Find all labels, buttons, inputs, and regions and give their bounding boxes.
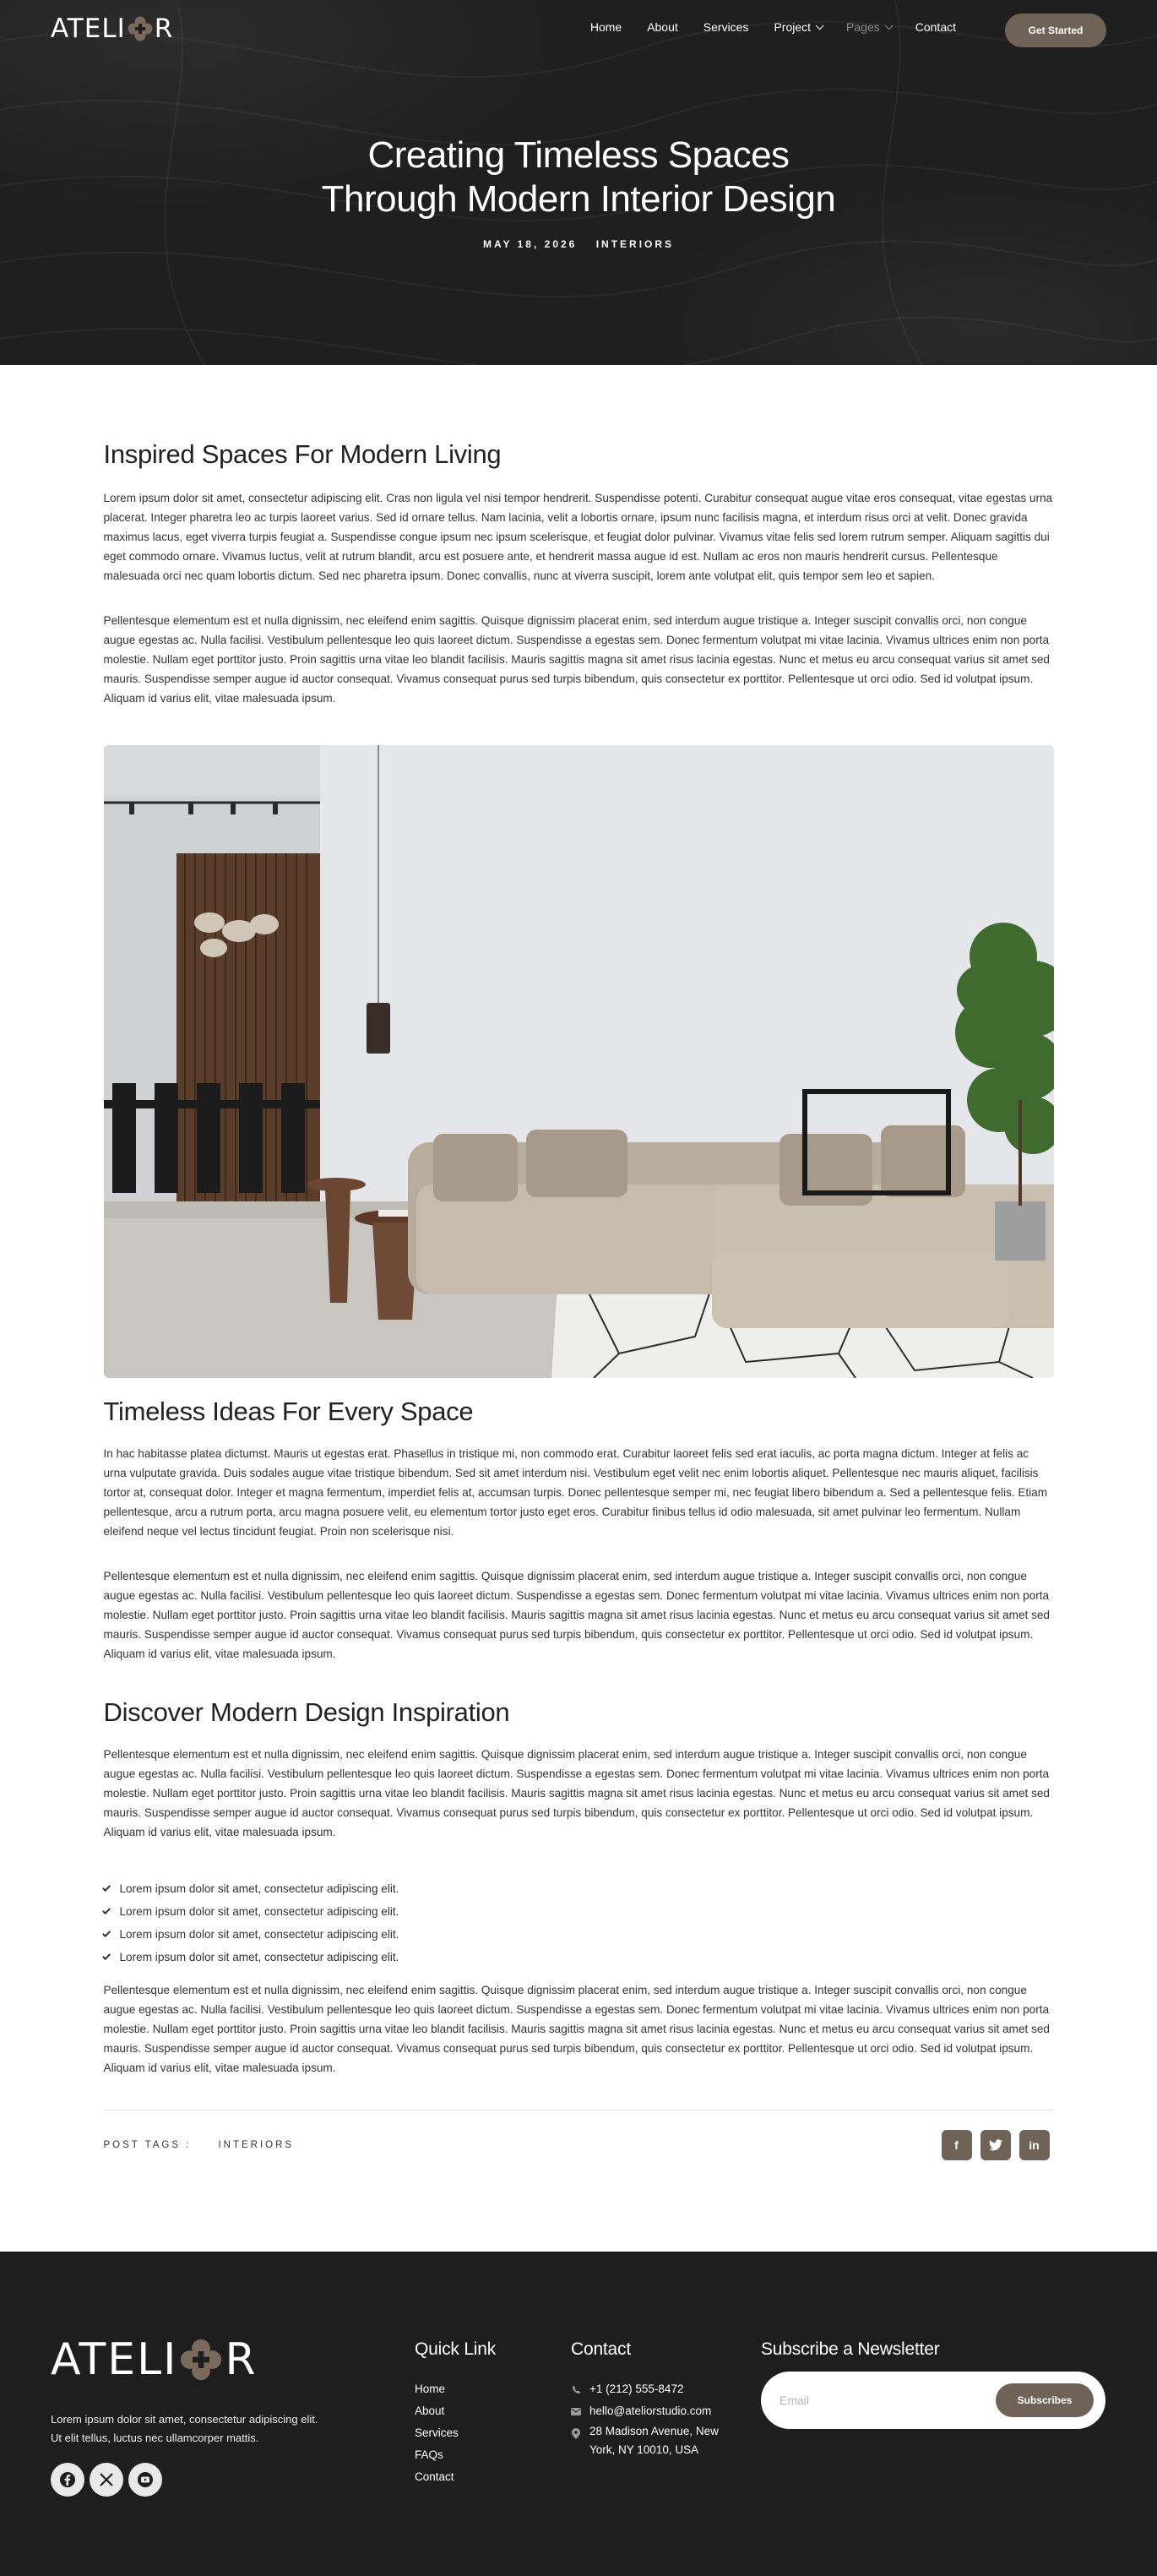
share-twitter-button[interactable]	[980, 2130, 1011, 2160]
footer-about-text: Lorem ipsum dolor sit amet, consectetur adipiscing elit. Ut elit tellus, luctus nec ullamcorper mattis.	[51, 2413, 318, 2444]
list-item-text: Lorem ipsum dolor sit amet, consectetur adipiscing elit.	[119, 1951, 399, 1963]
footer-social-links	[51, 2463, 162, 2497]
post-tags-label: POST TAGS :	[103, 2139, 192, 2150]
chevron-down-icon	[816, 21, 824, 30]
check-icon	[102, 1929, 111, 1937]
nav-item-project[interactable]	[774, 20, 821, 34]
share-linkedin-button[interactable]	[1019, 2130, 1050, 2160]
site-footer	[0, 2252, 1157, 2576]
paragraph-2: Pellentesque elementum est et nulla dignissim, nec eleifend enim sagittis. Quisque dignissim placerat enim, sed interdum augue tristique a. Integer suscipit convallis orci, non congue augue egestas ac. Nulla facilisi. Vestibulum pellentesque leo quis laoreet dictum. Suspendisse a egestas sem. Donec fermentum volutpat mi vitae lacinia. Vivamus ultrices enim non porta molestie. Nullam eget porttitor justo. Proin sagittis urna vitae leo blandit facilisis. Mauris sagittis magna sit amet risus lacinia egestas. Nunc et metus eu arcu consequat varius sit amet sed mauris. Suspendisse semper augue id auctor consequat. Vivamus consequat purus sed turpis bibendum, quis consectetur ex porttitor. Pellentesque ut orci odio. Sed id volutpat ipsum. Aliquam id varius elit, vitae malesuada ipsum.	[103, 614, 1050, 705]
contact-email-text: hello@ateliorstudio.com	[589, 2404, 712, 2417]
contact-phone[interactable]	[571, 2378, 719, 2400]
post-category[interactable]: INTERIORS	[595, 238, 675, 250]
list-item-text: Lorem ipsum dolor sit amet, consectetur adipiscing elit.	[119, 1882, 399, 1895]
logo-text-left: ATELI	[51, 14, 126, 44]
youtube-icon	[137, 2471, 154, 2488]
site-logo[interactable]	[51, 12, 173, 46]
mail-icon	[571, 2400, 581, 2422]
x-icon	[99, 2472, 114, 2487]
share-facebook-button[interactable]	[942, 2130, 972, 2160]
linkedin-icon: in	[1029, 2138, 1040, 2152]
check-icon	[102, 1952, 111, 1960]
list-item	[104, 1900, 1054, 1923]
check-icon	[102, 1906, 111, 1914]
nav-item-pages[interactable]	[846, 20, 890, 34]
newsletter-email-input[interactable]	[779, 2387, 965, 2414]
contact-title: Contact	[571, 2339, 631, 2359]
page-title	[0, 133, 1157, 221]
nav-item-contact[interactable]: Contact	[915, 20, 956, 34]
main-nav	[0, 0, 1157, 59]
nav-item-pages-label: Pages	[846, 20, 880, 34]
list-item	[104, 1877, 1054, 1900]
section-heading-1: Inspired Spaces For Modern Living	[103, 439, 502, 469]
address-line2: York, NY 10010, USA	[589, 2443, 699, 2456]
get-started-button[interactable]: Get Started	[1005, 14, 1106, 47]
list-item	[104, 1946, 1054, 1969]
newsletter-title: Subscribe a Newsletter	[761, 2339, 940, 2359]
hero-header	[0, 0, 1157, 365]
paragraph-5: Pellentesque elementum est et nulla dignissim, nec eleifend enim sagittis. Quisque dignissim placerat enim, sed interdum augue tristique a. Integer suscipit convallis orci, non congue augue egestas ac. Nulla facilisi. Vestibulum pellentesque leo quis laoreet dictum. Suspendisse a egestas sem. Donec fermentum volutpat mi vitae lacinia. Vivamus ultrices enim non porta molestie. Nullam eget porttitor justo. Proin sagittis urna vitae leo blandit facilisis. Mauris sagittis magna sit amet risus lacinia egestas. Nunc et metus eu arcu consequat varius sit amet sed mauris. Suspendisse semper augue id auctor consequat. Vivamus consequat purus sed turpis bibendum, quis consectetur ex porttitor. Pellentesque ut orci odio. Sed id volutpat ipsum. Aliquam id varius elit, vitae malesuada ipsum.	[103, 1748, 1050, 1838]
contact-address	[571, 2422, 719, 2459]
page-title-line2: Through Modern Interior Design	[321, 178, 836, 220]
section-heading-3: Discover Modern Design Inspiration	[103, 1697, 510, 1727]
x-social-button[interactable]	[90, 2463, 123, 2497]
nav-menu	[565, 20, 956, 34]
twitter-icon	[989, 2139, 1002, 2151]
post-date: MAY 18, 2026	[482, 238, 578, 250]
checklist	[104, 1877, 1054, 1969]
facebook-icon: f	[954, 2138, 959, 2152]
list-item-text: Lorem ipsum dolor sit amet, consectetur adipiscing elit.	[119, 1905, 399, 1918]
paragraph-1: Lorem ipsum dolor sit amet, consectetur adipiscing elit. Cras non ligula vel nisi tempor hendrerit. Suspendisse potenti. Curabitur consequat augue vitae eros consequat, vitae egestas urna placerat. Integer pharetra leo ac turpis laoreet varius. Sed id ornare tellus. Nam lacinia, velit a lobortis ornare, ipsum nunc facilisis magna, et interdum risus orci at velit. Donec gravida maximus lacus, eget viverra turpis feugiat a. Suspendisse congue ipsum nec ipsum scelerisque, et feugiat dolor pulvinar. Vivamus vitae felis sed lorem rutrum semper. Aliquam sagittis dui eget commodo ornare. Vivamus luctus, velit at rutrum blandit, arcu est posuere ante, et hendrerit massa augue id est. Nullam ac eros non mauris hendrerit cursus. Pellentesque malesuada orci nec quam lobortis dictum. Sed nec pharetra ipsum. Donec convallis, nunc at viverra suscipit, lorem ante volutpat elit, quis tempor sem leo et sapien.	[103, 492, 1053, 582]
footer-logo[interactable]	[51, 2334, 258, 2385]
contact-email[interactable]	[571, 2400, 719, 2422]
nav-item-about[interactable]: About	[647, 20, 678, 34]
contact-info	[571, 2378, 719, 2459]
quick-links	[415, 2378, 459, 2488]
tag-interiors[interactable]: INTERIORS	[218, 2139, 295, 2150]
post-tags	[104, 2140, 295, 2150]
logo-flower-icon	[128, 16, 153, 41]
footer-link-faqs[interactable]: FAQs	[415, 2448, 443, 2461]
contact-address-text	[589, 2422, 719, 2459]
youtube-social-button[interactable]	[128, 2463, 162, 2497]
nav-item-home[interactable]: Home	[589, 20, 622, 34]
nav-item-project-label: Project	[774, 20, 812, 34]
quick-link-title: Quick Link	[415, 2339, 497, 2359]
footer-link-services[interactable]: Services	[415, 2426, 459, 2439]
chevron-down-icon	[884, 21, 893, 30]
section-heading-2: Timeless Ideas For Every Space	[103, 1397, 474, 1426]
footer-link-home[interactable]: Home	[415, 2383, 446, 2395]
facebook-icon	[59, 2471, 76, 2488]
logo-text-right: R	[154, 14, 174, 44]
contact-phone-text: +1 (212) 555-8472	[589, 2383, 684, 2395]
post-tags-row	[104, 2110, 1054, 2179]
location-pin-icon	[571, 2422, 581, 2444]
address-line1: 28 Madison Avenue, New	[589, 2425, 719, 2437]
phone-icon	[571, 2378, 581, 2400]
logo-flower-icon	[180, 2339, 222, 2381]
list-item-text: Lorem ipsum dolor sit amet, consectetur adipiscing elit.	[119, 1928, 399, 1941]
share-buttons	[942, 2130, 1050, 2160]
footer-logo-text-left: ATELI	[51, 2334, 178, 2385]
paragraph-6: Pellentesque elementum est et nulla dignissim, nec eleifend enim sagittis. Quisque dignissim placerat enim, sed interdum augue tristique a. Integer suscipit convallis orci, non congue augue egestas ac. Nulla facilisi. Vestibulum pellentesque leo quis laoreet dictum. Suspendisse a egestas sem. Donec fermentum volutpat mi vitae lacinia. Vivamus ultrices enim non porta molestie. Nullam eget porttitor justo. Proin sagittis urna vitae leo blandit facilisis. Mauris sagittis magna sit amet risus lacinia egestas. Nunc et metus eu arcu consequat varius sit amet sed mauris. Suspendisse semper augue id auctor consequat. Vivamus consequat purus sed turpis bibendum, quis consectetur ex porttitor. Pellentesque ut orci odio. Sed id volutpat ipsum. Aliquam id varius elit, vitae malesuada ipsum.	[103, 1984, 1050, 2074]
nav-item-services[interactable]: Services	[703, 20, 749, 34]
subscribe-button[interactable]: Subscribes	[996, 2383, 1094, 2417]
newsletter-form	[761, 2372, 1105, 2429]
footer-link-about[interactable]: About	[415, 2404, 445, 2417]
paragraph-3: In hac habitasse platea dictumst. Mauris ut egestas erat. Phasellus in tristique mi, non commodo erat. Curabitur laoreet felis sed erat iaculis, ac porta magna dictum. Integer at felis ac urna vulputate gravida. Duis sodales augue vitae tristique bibendum. Sed sit amet interdum nisi. Vestibulum eget velit nec enim lobortis aliquet. Pellentesque nec mauris aliquet, facilisis tortor at, consequat dolor. Integer et magna fermentum, imperdiet felis at, accumsan turpis. Donec pellentesque semper mi, nec feugiat libero bibendum a. Sed a pellentesque felis. Etiam pellentesque, arcu a rutrum porta, arcu magna posuere velit, eu elementum tortor justo eget eros. Curabitur finibus tellus id odio malesuada, sit amet pulvinar leo fermentum. Nullam eleifend neque vel lectus tincidunt feugiat. Proin non scelerisque nisi.	[103, 1447, 1048, 1538]
check-icon	[102, 1883, 111, 1892]
article-body	[104, 365, 1054, 2179]
footer-logo-text-right: R	[225, 2334, 258, 2385]
list-item	[104, 1923, 1054, 1946]
living-room-image	[104, 745, 1054, 1378]
footer-link-contact[interactable]: Contact	[415, 2470, 454, 2483]
page-title-line1: Creating Timeless Spaces	[367, 134, 790, 176]
paragraph-4: Pellentesque elementum est et nulla dignissim, nec eleifend enim sagittis. Quisque dignissim placerat enim, sed interdum augue tristique a. Integer suscipit convallis orci, non congue augue egestas ac. Nulla facilisi. Vestibulum pellentesque leo quis laoreet dictum. Suspendisse a egestas sem. Donec fermentum volutpat mi vitae lacinia. Vivamus ultrices enim non porta molestie. Nullam eget porttitor justo. Proin sagittis urna vitae leo blandit facilisis. Mauris sagittis magna sit amet risus lacinia egestas. Nunc et metus eu arcu consequat varius sit amet sed mauris. Suspendisse semper augue id auctor consequat. Vivamus consequat purus sed turpis bibendum, quis consectetur ex porttitor. Pellentesque ut orci odio. Sed id volutpat ipsum. Aliquam id varius elit, vitae malesuada ipsum.	[103, 1570, 1050, 1660]
post-meta	[0, 238, 1157, 250]
facebook-social-button[interactable]	[51, 2463, 84, 2497]
